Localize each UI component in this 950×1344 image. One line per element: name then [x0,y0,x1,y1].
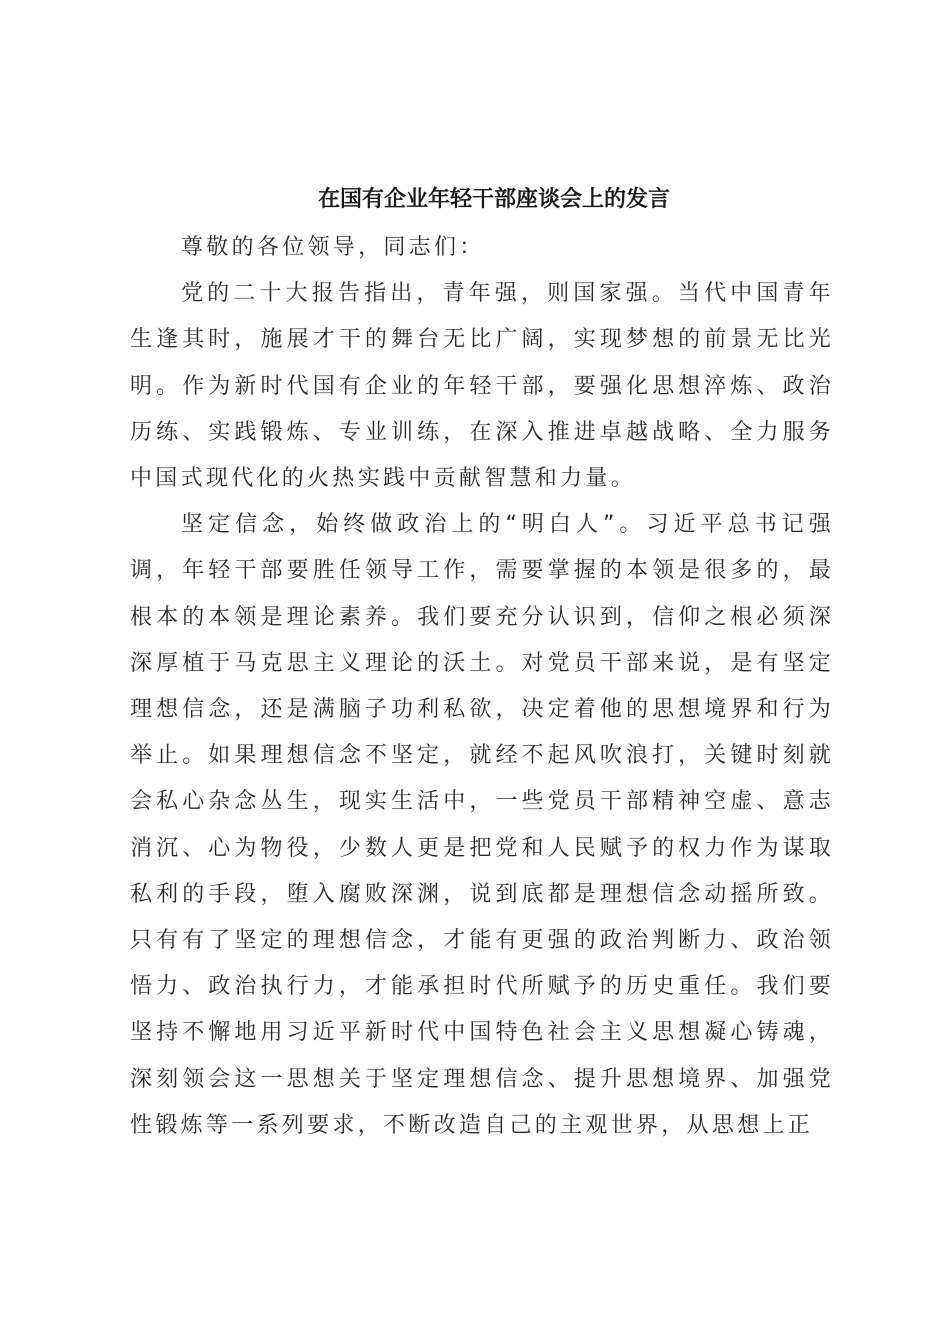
document-title: 在国有企业年轻干部座谈会上的发言 [317,186,670,212]
paragraph-1: 党的二十大报告指出，青年强，则国家强。当代中国青年生逢其时，施展才干的舞台无比广阔，实现梦想的前景无比光明。作为新时代国有企业的年轻干部，要强化思想淬炼、政治历练、实践锻炼、专业训练，在深入推进卓越战略、全力服务中国式现代化的火热实践中贡献智慧和力量。 [130,281,834,492]
paragraph-2: 坚定信念，始终做政治上的“明白人”。习近平总书记强调，年轻干部要胜任领导工作，需要掌握的本领是很多的，最根本的本领是理论素养。我们要充分认识到，信仰之根必须深深厚植于马克思主义理论的沃土。对党员干部来说，是有坚定理想信念，还是满脑子功利私欲，决定着他的思想境界和行为举止。如果理想信念不坚定，就经不起风吹浪打，关键时刻就会私心杂念丛生，现实生活中，一些党员干部精神空虚、意志消沉、心为物役，少数人更是把党和人民赋予的权力作为谋取私利的手段，堕入腐败深渊，说到底都是理想信念动摇所致。只有有了坚定的理想信念，才能有更强的政治判断力、政治领悟力、政治执行力，才能承担时代所赋予的历史重任。我们要坚持不懈地用习近平新时代中国特色社会主义思想凝心铸魂，深刻领会这一思想关于坚定理想信念、提升思想境界、加强党性锻炼等一系列要求，不断改造自己的主观世界，从思想上正 [130,512,834,1138]
greeting: 尊敬的各位领导，同志们： [181,235,485,260]
document-body [130,225,834,1149]
